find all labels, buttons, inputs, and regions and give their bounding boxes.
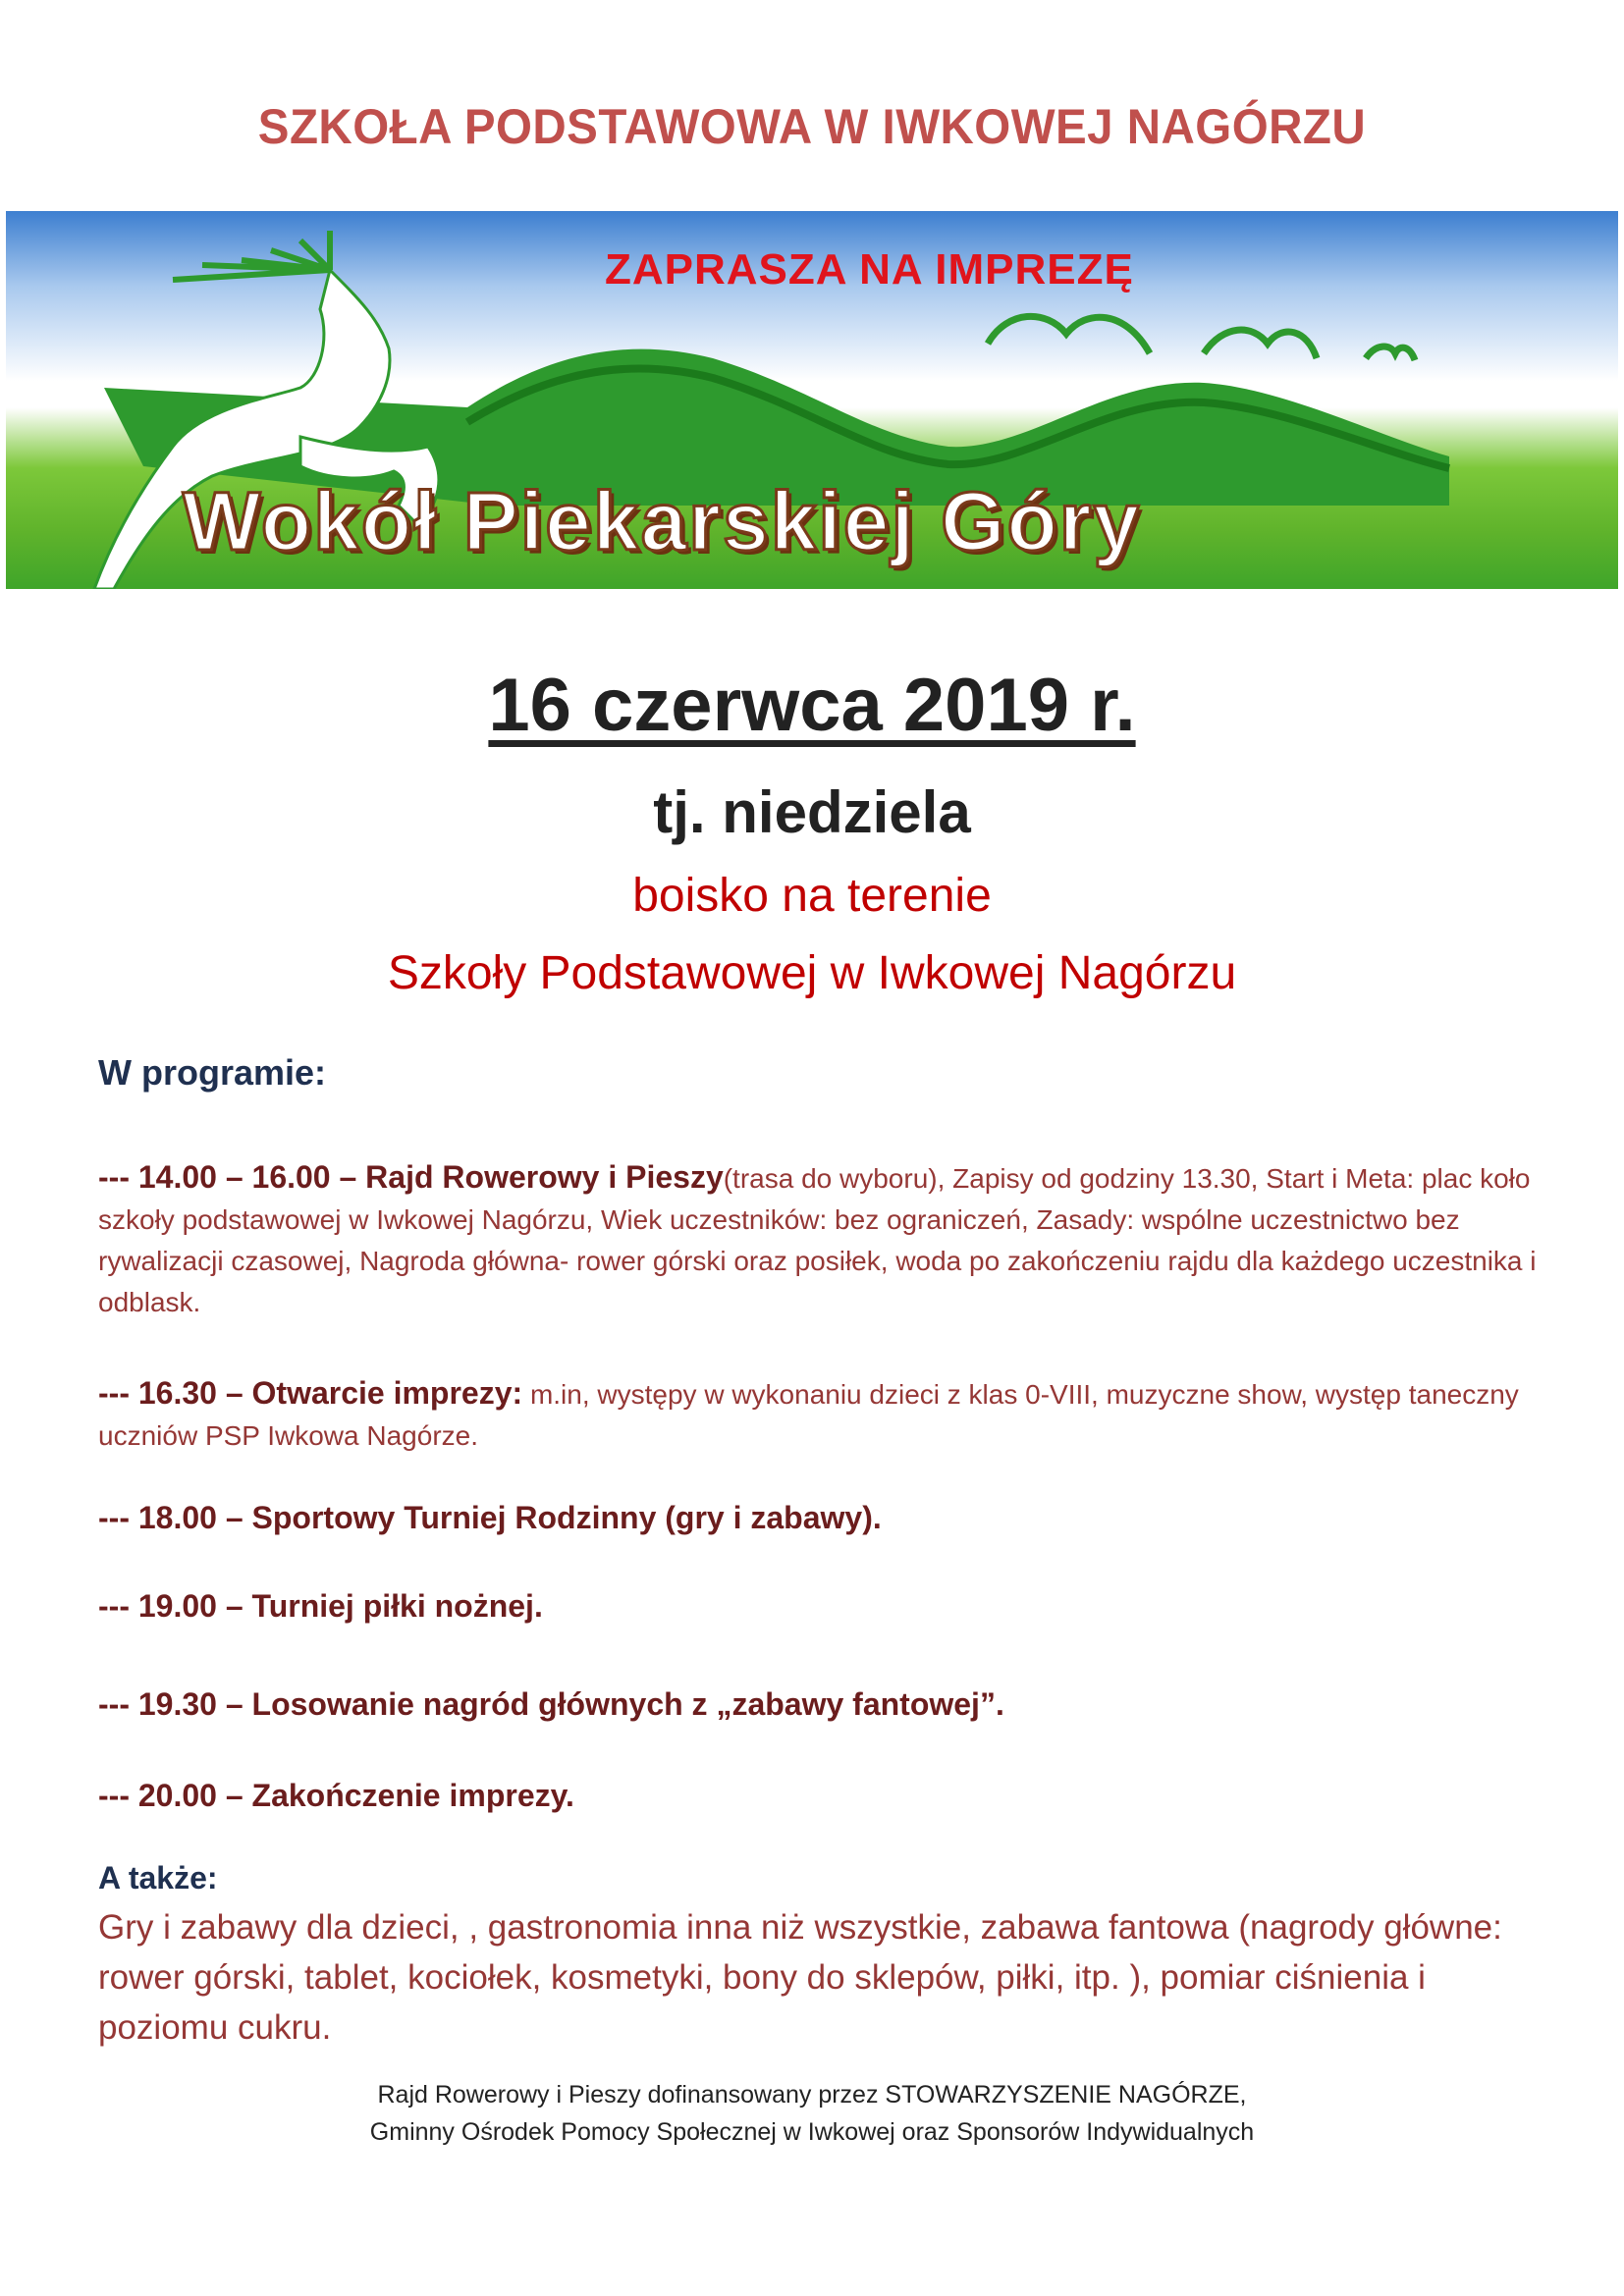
- event-banner: [6, 211, 1618, 589]
- event-name: Wokół Piekarskiej Góry: [183, 475, 1142, 567]
- program-item-text: (gry i zabawy).: [656, 1500, 882, 1535]
- program-item-time: --- 18.00 – Sportowy Turniej Rodzinny: [98, 1500, 657, 1535]
- also-text: Gry i zabawy dla dzieci, , gastronomia inna niż wszystkie, zabawa fantowa (nagrody główne: rower górski, tablet, kociołek, kosmetyki, bony do sklepów, piłki, itp. ), pomiar ciśnienia i poziomu cukru.: [98, 1908, 1502, 2047]
- program-item-text: m.in, występy w wykonaniu dzieci z klas 0-VIII, muzyczne show, występ taneczny uczniów PSP Iwkowa Nagórze.: [98, 1379, 1519, 1451]
- program-heading: W programie:: [98, 1052, 327, 1093]
- program-item-time: --- 20.00 – Zakończenie imprezy.: [98, 1778, 574, 1813]
- program-item: [98, 1372, 1542, 1457]
- program-item-text: (trasa do wyboru), Zapisy od godziny 13.30, Start i Meta: plac koło szkoły podstawowej w Iwkowej Nagórzu, Wiek uczestników: bez ograniczeń, Zasady: wspólne uczestnictwo bez rywalizacji czasowej, Nagroda główna- rower górski oraz posiłek, woda po zakończeniu rajdu dla każdego uczestnika i odblask.: [98, 1163, 1537, 1317]
- event-weekday: tj. niedziela: [653, 779, 971, 845]
- also-heading: A także:: [98, 1860, 218, 1896]
- program-item-time: --- 14.00 – 16.00 – Rajd Rowerowy i Pieszy: [98, 1159, 724, 1195]
- program-item: [98, 1156, 1542, 1323]
- footer-line1: Rajd Rowerowy i Pieszy dofinansowany przez STOWARZYSZENIE NAGÓRZE,: [377, 2081, 1247, 2109]
- program-item-time: --- 19.30 – Losowanie nagród głównych z „zabawy fantowej”.: [98, 1686, 1004, 1722]
- invite-text: ZAPRASZA NA IMPREZĘ: [605, 245, 1134, 294]
- birds-icon: [988, 316, 1415, 360]
- event-date: 16 czerwca 2019 r.: [488, 664, 1136, 747]
- footer-line2: Gminny Ośrodek Pomocy Społecznej w Iwkowej oraz Sponsorów Indywidualnych: [369, 2118, 1255, 2146]
- event-place-line1: boisko na terenie: [632, 870, 992, 922]
- program-item: [98, 1585, 1542, 1629]
- program-item: [98, 1683, 1542, 1727]
- event-place-line2: Szkoły Podstawowej w Iwkowej Nagórzu: [387, 947, 1237, 999]
- program-item-time: --- 19.00 – Turniej piłki nożnej.: [98, 1588, 543, 1624]
- program-item-time: --- 16.30 – Otwarcie imprezy:: [98, 1375, 523, 1411]
- program-item: [98, 1775, 1542, 1818]
- school-title: SZKOŁA PODSTAWOWA W IWKOWEJ NAGÓRZU: [257, 99, 1367, 154]
- program-item: [98, 1497, 1542, 1540]
